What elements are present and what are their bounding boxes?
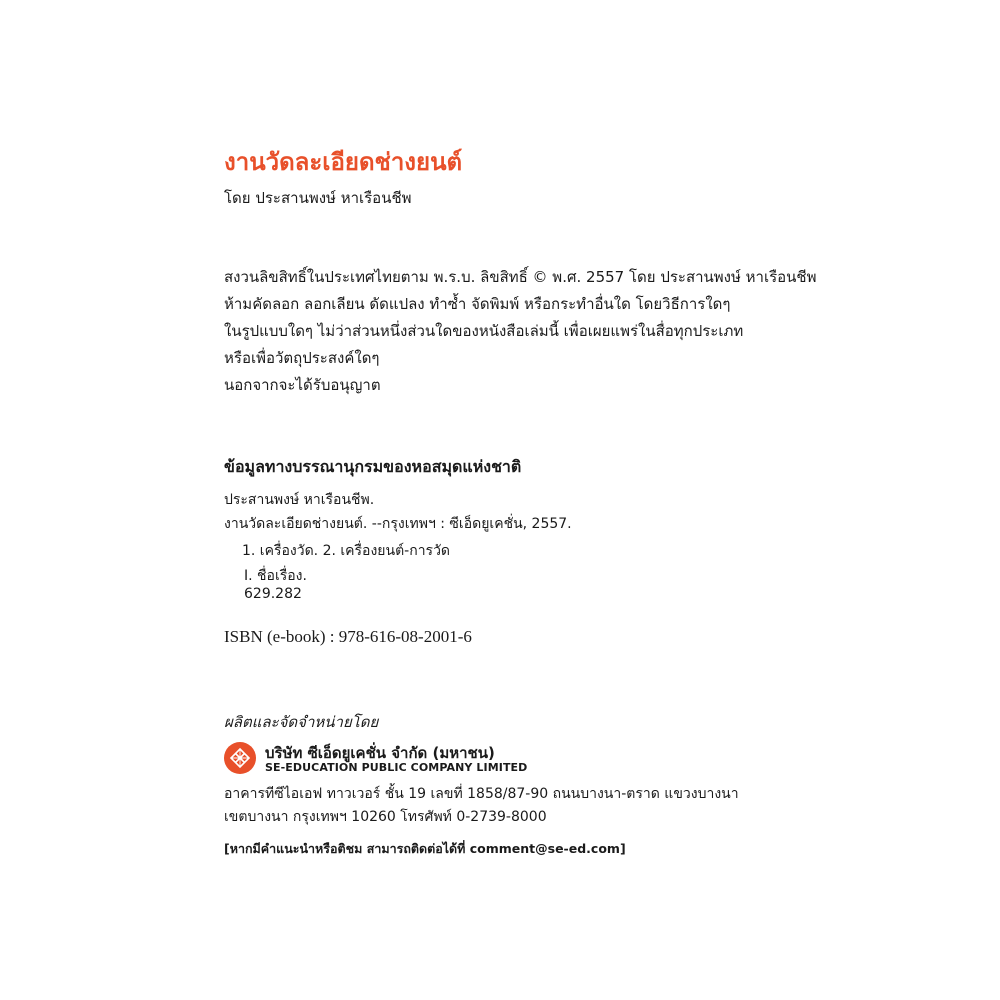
catalog-subjects: 1. เครื่องวัด. 2. เครื่องยนต์-การวัด [242, 543, 451, 559]
copyright-line: หรือเพื่อวัตถุประสงค์ใดๆ [224, 349, 380, 367]
catalog-title-entry: งานวัดละเอียดช่างยนต์. --กรุงเทพฯ : ซีเอ็ดยูเคชั่น, 2557. [224, 516, 572, 532]
copyright-line: สงวนลิขสิทธิ์ในประเทศไทยตาม พ.ร.บ. ลิขสิทธิ์ © พ.ศ. 2557 โดย ประสานพงษ์ หาเรือนชีพ [224, 268, 817, 286]
copyright-line: นอกจากจะได้รับอนุญาต [224, 376, 381, 394]
catalog-author: ประสานพงษ์ หาเรือนชีพ. [224, 492, 375, 508]
company-name-thai: บริษัท ซีเอ็ดยูเคชั่น จำกัด (มหาชน) [265, 744, 495, 762]
catalog-heading: ข้อมูลทางบรรณานุกรมของหอสมุดแห่งชาติ [224, 459, 522, 476]
book-title: งานวัดละเอียดช่างยนต์ [224, 148, 463, 176]
company-name-english: SE-EDUCATION PUBLIC COMPANY LIMITED [265, 761, 528, 774]
se-ed-logo-icon [224, 742, 256, 774]
address-line: เขตบางนา กรุงเทพฯ 10260 โทรศัพท์ 0-2739-8000 [224, 809, 547, 825]
copyright-line: ห้ามคัดลอก ลอกเลียน ดัดแปลง ทำซ้ำ จัดพิมพ์ หรือกระทำอื่นใด โดยวิธีการใดๆ [224, 295, 731, 313]
contact-note: [หากมีคำแนะนำหรือติชม สามารถติดต่อได้ที่ comment@se-ed.com] [224, 841, 626, 856]
publisher-label: ผลิตและจัดจำหน่ายโดย [224, 713, 379, 731]
catalog-class-number: 629.282 [244, 586, 302, 602]
isbn: ISBN (e-book) : 978-616-08-2001-6 [224, 627, 472, 646]
copyright-line: ในรูปแบบใดๆ ไม่ว่าส่วนหนึ่งส่วนใดของหนังสือเล่มนี้ เพื่อเผยแพร่ในสื่อทุกประเภท [224, 322, 744, 340]
catalog-title-heading: I. ชื่อเรื่อง. [244, 568, 307, 584]
address-line: อาคารทีซีไอเอฟ ทาวเวอร์ ชั้น 19 เลขที่ 1858/87-90 ถนนบางนา-ตราด แขวงบางนา [224, 786, 739, 802]
author-line: โดย ประสานพงษ์ หาเรือนชีพ [224, 189, 412, 207]
